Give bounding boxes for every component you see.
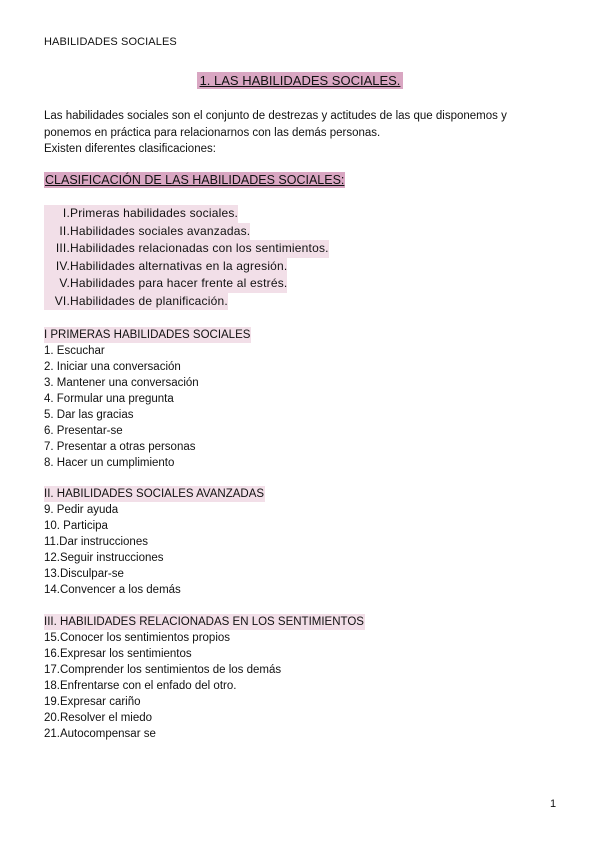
list-item: 21.Autocompensar se: [44, 728, 156, 740]
classification-number: IV.: [44, 258, 70, 276]
document-title: [0, 73, 600, 88]
classification-number: I.: [44, 205, 70, 223]
list-item: 17.Comprender los sentimientos de los demás: [44, 664, 282, 676]
list-item: 19.Expresar cariño: [44, 696, 141, 708]
list-item: 2. Iniciar una conversación: [44, 361, 181, 373]
list-item: 8. Hacer un cumplimiento: [44, 457, 175, 469]
classification-number: III.: [44, 240, 70, 258]
list-item: 18.Enfrentarse con el enfado del otro.: [44, 680, 237, 692]
classification-number: VI.: [44, 293, 70, 311]
intro-line: Existen diferentes clasificaciones:: [44, 143, 216, 155]
list-item: 9. Pedir ayuda: [44, 504, 119, 516]
classification-number: V.: [44, 275, 70, 293]
classification-label: Habilidades relacionadas con los sentimientos.: [70, 240, 329, 258]
classification-item: [44, 205, 329, 223]
classification-item: [44, 293, 329, 311]
skill-list: [44, 630, 365, 742]
document-title-text: 1. LAS HABILIDADES SOCIALES.: [197, 72, 404, 89]
list-item: 14.Convencer a los demás: [44, 584, 181, 596]
section-heading: III. HABILIDADES RELACIONADAS EN LOS SENTIMIENTOS: [44, 616, 364, 628]
classification-heading-text: CLASIFICACIÓN DE LAS HABILIDADES SOCIALES:: [45, 173, 345, 187]
classification-list: [44, 205, 329, 310]
list-item: 20.Resolver el miedo: [44, 712, 153, 724]
page-number: 1: [550, 798, 557, 810]
list-item: 15.Conocer los sentimientos propios: [44, 632, 231, 644]
classification-item: [44, 275, 329, 293]
list-item: 4. Formular una pregunta: [44, 393, 174, 405]
list-item: 6. Presentar-se: [44, 425, 123, 437]
list-item: 11.Dar instrucciones: [44, 536, 148, 548]
classification-label: Habilidades alternativas en la agresión.: [70, 258, 287, 276]
list-item: 10. Participa: [44, 520, 108, 532]
classification-label: Habilidades de planificación.: [70, 293, 228, 311]
intro-line: ponemos en práctica para relacionarnos con las demás personas.: [44, 126, 381, 139]
section-sentimientos: [44, 614, 365, 742]
page-header: HABILIDADES SOCIALES: [44, 36, 177, 48]
section-heading: II. HABILIDADES SOCIALES AVANZADAS: [44, 488, 265, 500]
list-item: 16.Expresar los sentimientos: [44, 648, 192, 660]
classification-label: Primeras habilidades sociales.: [70, 205, 238, 223]
classification-item: [44, 240, 329, 258]
classification-heading: [44, 173, 345, 187]
classification-label: Habilidades sociales avanzadas.: [70, 223, 250, 241]
list-item: 13.Disculpar-se: [44, 568, 124, 580]
classification-number: II.: [44, 223, 70, 241]
classification-item: [44, 258, 329, 276]
section-heading: I PRIMERAS HABILIDADES SOCIALES: [44, 329, 251, 341]
classification-item: [44, 223, 329, 241]
list-item: 1. Escuchar: [44, 345, 105, 357]
section-primeras: [44, 327, 251, 471]
list-item: 12.Seguir instrucciones: [44, 552, 164, 564]
list-item: 7. Presentar a otras personas: [44, 441, 196, 453]
section-avanzadas: [44, 486, 265, 598]
list-item: 3. Mantener una conversación: [44, 377, 199, 389]
intro-paragraph: [44, 108, 564, 158]
skill-list: [44, 343, 251, 471]
intro-line: Las habilidades sociales son el conjunto de destrezas y actitudes de las que disponemos y: [44, 110, 507, 122]
skill-list: [44, 502, 265, 598]
classification-label: Habilidades para hacer frente al estrés.: [70, 275, 287, 293]
list-item: 5. Dar las gracias: [44, 409, 134, 421]
